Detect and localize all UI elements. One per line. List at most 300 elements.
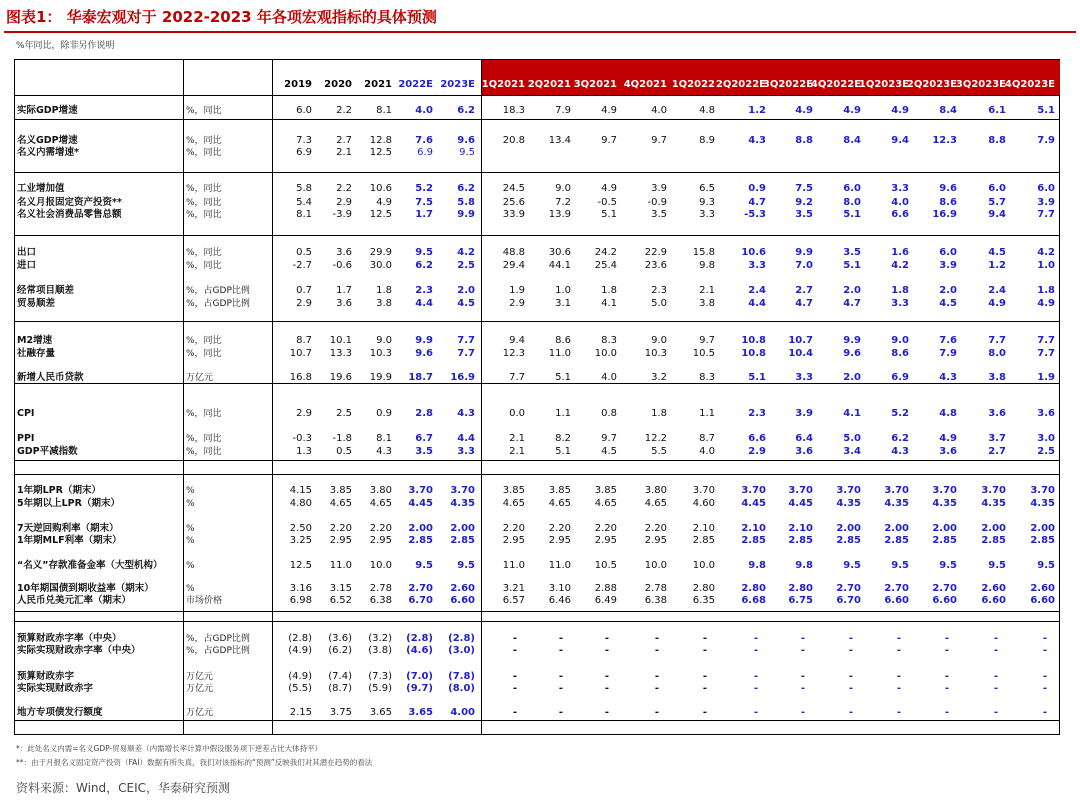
quarter-value: 4.35	[1030, 498, 1055, 509]
annual-value: 2.5	[457, 260, 475, 271]
quarter-value: 12.3	[932, 135, 957, 146]
annual-value: 8.1	[376, 105, 392, 116]
quarter-value: -	[604, 671, 609, 682]
annual-value: 2.9	[296, 298, 312, 309]
quarter-value: 6.60	[884, 595, 909, 606]
quarter-value: 3.0	[1037, 433, 1055, 444]
annual-value: 2.5	[336, 408, 352, 419]
row-label: 5年期以上LPR（期末）	[17, 498, 120, 509]
quarter-value: 3.2	[651, 372, 667, 383]
quarter-value: 7.6	[939, 335, 957, 346]
annual-value: 4.4	[415, 298, 433, 309]
quarter-value: 4.9	[891, 105, 909, 116]
annual-value: 9.6	[457, 135, 475, 146]
quarter-value: 9.0	[651, 335, 667, 346]
quarter-value: 25.4	[594, 260, 617, 271]
quarter-header-4Q2022E: 4Q2022E	[810, 79, 861, 90]
annual-value: 2.95	[369, 535, 392, 546]
annual-value: 4.45	[408, 498, 433, 509]
quarter-value: 10.8	[741, 348, 766, 359]
quarter-header-3Q2021: 3Q2021	[573, 79, 617, 90]
quarter-value: 6.57	[502, 595, 525, 606]
quarter-value: 4.3	[939, 372, 957, 383]
annual-value: (2.8)	[448, 633, 475, 644]
annual-value: 3.15	[329, 583, 352, 594]
quarter-value: 1.8	[601, 285, 617, 296]
quarter-value: 2.20	[548, 523, 571, 534]
quarter-value: 9.7	[601, 135, 617, 146]
quarter-value: 9.8	[795, 560, 813, 571]
quarter-value: 5.5	[651, 446, 667, 457]
annual-value: 8.1	[296, 209, 312, 220]
annual-value: 10.0	[369, 560, 392, 571]
annual-value: (3.0)	[448, 645, 475, 656]
annual-value: 1.3	[296, 446, 312, 457]
annual-value: 6.7	[415, 433, 433, 444]
quarter-value: -	[702, 671, 707, 682]
quarter-value: 33.9	[502, 209, 525, 220]
quarter-value: -	[800, 683, 805, 694]
annual-value: 3.6	[336, 247, 352, 258]
row-unit: %，占GDP比例	[186, 286, 250, 296]
quarter-value: 10.7	[788, 335, 813, 346]
quarter-value: 9.8	[748, 560, 766, 571]
column-rule	[481, 60, 482, 735]
quarter-value: 9.7	[601, 433, 617, 444]
annual-value: 9.0	[376, 335, 392, 346]
quarter-value: 7.5	[795, 183, 813, 194]
quarter-value: 12.3	[502, 348, 525, 359]
quarter-value: -	[702, 633, 707, 644]
annual-value: 5.2	[415, 183, 433, 194]
quarter-value: 2.88	[594, 583, 617, 594]
annual-value: 19.6	[329, 372, 352, 383]
row-unit: %，同比	[186, 210, 222, 220]
quarter-value: -	[944, 683, 949, 694]
quarter-value: 6.75	[788, 595, 813, 606]
row-unit: %	[186, 499, 195, 509]
quarter-value: 2.60	[1030, 583, 1055, 594]
quarter-value: 4.9	[939, 433, 957, 444]
quarter-value: 2.9	[509, 298, 525, 309]
row-label: 实际实现财政赤字率（中央）	[17, 645, 141, 656]
annual-value: 2.15	[289, 707, 312, 718]
quarter-value: 10.5	[692, 348, 715, 359]
row-label: 预算财政赤字	[17, 671, 75, 682]
quarter-value: 5.1	[748, 372, 766, 383]
quarter-value: -	[702, 683, 707, 694]
quarter-value: -	[512, 645, 517, 656]
quarter-value: 3.80	[644, 485, 667, 496]
quarter-value: -	[993, 707, 998, 718]
annual-value: 2.00	[450, 523, 475, 534]
annual-value: 2.9	[296, 408, 312, 419]
quarter-value: -	[753, 645, 758, 656]
table-rule	[15, 720, 1059, 721]
row-unit: %，同比	[186, 336, 222, 346]
quarter-value: 6.68	[741, 595, 766, 606]
quarter-value: 3.70	[884, 485, 909, 496]
annual-value: 0.5	[336, 446, 352, 457]
quarter-value: 2.95	[594, 535, 617, 546]
annual-value: 2.95	[329, 535, 352, 546]
quarter-value: 3.7	[988, 433, 1006, 444]
row-unit: 万亿元	[186, 672, 214, 682]
row-label: 实际实现财政赤字	[17, 683, 94, 694]
forecast-table	[14, 59, 1060, 735]
annual-value: 6.2	[457, 183, 475, 194]
quarter-value: 48.8	[502, 247, 525, 258]
table-rule	[15, 621, 1059, 622]
annual-value: 3.25	[289, 535, 312, 546]
row-label: M2增速	[17, 335, 53, 346]
annual-value: 10.3	[369, 348, 392, 359]
quarter-header-2Q2022E: 2Q2022E	[715, 79, 766, 90]
quarter-value: 10.6	[741, 247, 766, 258]
title-divider	[4, 31, 1076, 33]
row-unit: 万亿元	[186, 708, 214, 718]
quarter-value: 2.78	[644, 583, 667, 594]
row-unit: %	[186, 486, 195, 496]
quarter-value: 9.5	[891, 560, 909, 571]
quarter-value: 9.8	[699, 260, 715, 271]
row-label: 人民币兑美元汇率（期末）	[17, 595, 132, 606]
annual-value: 6.9	[417, 147, 433, 158]
annual-value: 4.5	[457, 298, 475, 309]
annual-value: 16.9	[450, 372, 475, 383]
annual-value: 9.9	[457, 209, 475, 220]
quarter-value: 8.9	[699, 135, 715, 146]
row-unit: %，占GDP比例	[186, 646, 250, 656]
footnote-1: *：此处名义内需=名义GDP-贸易顺差（内需增长率计算中假设服务项下逆差占比大体持平）	[16, 744, 323, 753]
annual-value: 9.5	[457, 560, 475, 571]
quarter-value: 9.4	[891, 135, 909, 146]
annual-value: 6.2	[415, 260, 433, 271]
annual-value: (8.7)	[328, 683, 352, 694]
quarter-value: 3.9	[939, 260, 957, 271]
quarter-value: 3.9	[651, 183, 667, 194]
annual-value: 5.4	[296, 197, 312, 208]
annual-value: 11.0	[329, 560, 352, 571]
annual-value: 12.5	[369, 209, 392, 220]
quarter-value: 2.95	[644, 535, 667, 546]
quarter-value: 7.0	[795, 260, 813, 271]
quarter-value: -0.9	[647, 197, 667, 208]
annual-value: 3.3	[457, 446, 475, 457]
quarter-value: 0.8	[601, 408, 617, 419]
quarter-value: 2.7	[988, 446, 1006, 457]
row-label: GDP平减指数	[17, 446, 78, 457]
quarter-value: -	[848, 683, 853, 694]
quarter-value: 4.9	[988, 298, 1006, 309]
row-unit: %，同比	[186, 409, 222, 419]
quarter-value: 2.1	[509, 433, 525, 444]
row-label: 工业增加值	[17, 183, 65, 194]
quarter-value: 4.8	[699, 105, 715, 116]
annual-value: 2.9	[336, 197, 352, 208]
quarter-value: -	[896, 645, 901, 656]
quarter-value: 2.70	[836, 583, 861, 594]
quarter-value: 3.3	[748, 260, 766, 271]
quarter-value: 8.4	[843, 135, 861, 146]
annual-value: 2.60	[450, 583, 475, 594]
quarter-value: 2.0	[843, 372, 861, 383]
quarter-value: 4.9	[1037, 298, 1055, 309]
quarter-value: 4.65	[548, 498, 571, 509]
row-label: 进口	[17, 260, 37, 271]
annual-value: 4.65	[329, 498, 352, 509]
annual-value: 5.8	[457, 197, 475, 208]
quarter-value: 4.7	[795, 298, 813, 309]
annual-value: 4.35	[450, 498, 475, 509]
annual-value: 4.0	[415, 105, 433, 116]
quarter-value: 4.9	[601, 183, 617, 194]
quarter-value: 44.1	[548, 260, 571, 271]
quarter-value: 2.4	[988, 285, 1006, 296]
quarter-value: 2.9	[748, 446, 766, 457]
annual-value: 7.5	[415, 197, 433, 208]
quarter-value: 9.9	[795, 247, 813, 258]
annual-value: 8.7	[296, 335, 312, 346]
quarter-value: 0.9	[748, 183, 766, 194]
quarter-value: -	[993, 683, 998, 694]
quarter-value: 1.0	[555, 285, 571, 296]
quarter-value: -	[944, 645, 949, 656]
quarter-value: 2.1	[699, 285, 715, 296]
quarter-value: 8.6	[939, 197, 957, 208]
quarter-value: 3.5	[795, 209, 813, 220]
quarter-value: 3.8	[699, 298, 715, 309]
table-rule	[15, 460, 1059, 461]
quarter-value: 2.85	[788, 535, 813, 546]
quarter-value: 1.8	[891, 285, 909, 296]
row-unit: %，占GDP比例	[186, 299, 250, 309]
quarter-value: 4.5	[601, 446, 617, 457]
annual-value: 16.8	[289, 372, 312, 383]
quarter-value: -	[753, 671, 758, 682]
source-note: 资料来源：Wind，CEIC，华泰研究预测	[16, 781, 231, 795]
quarter-value: 8.3	[699, 372, 715, 383]
annual-value: -0.6	[332, 260, 352, 271]
quarter-value: 3.70	[741, 485, 766, 496]
quarter-value: 4.9	[795, 105, 813, 116]
quarter-value: 30.6	[548, 247, 571, 258]
quarter-value: 2.95	[502, 535, 525, 546]
quarter-value: -5.3	[744, 209, 766, 220]
quarter-value: 8.3	[601, 335, 617, 346]
quarter-value: 4.1	[601, 298, 617, 309]
row-label: 10年期国债到期收益率（期末）	[17, 583, 154, 594]
annual-value: 6.38	[369, 595, 392, 606]
quarter-header-2Q2021: 2Q2021	[527, 79, 571, 90]
quarter-value: 4.7	[748, 197, 766, 208]
quarter-value: -	[753, 707, 758, 718]
quarter-value: 9.4	[988, 209, 1006, 220]
annual-value: 8.1	[376, 433, 392, 444]
row-label: 贸易顺差	[17, 298, 56, 309]
quarter-value: -	[604, 633, 609, 644]
annual-value: 9.5	[415, 560, 433, 571]
annual-value: 3.70	[450, 485, 475, 496]
quarter-value: -	[654, 707, 659, 718]
quarter-value: 2.85	[932, 535, 957, 546]
quarter-value: 3.21	[502, 583, 525, 594]
annual-value: (7.3)	[368, 671, 392, 682]
quarter-value: 2.95	[548, 535, 571, 546]
quarter-value: -	[896, 671, 901, 682]
quarter-value: 6.0	[939, 247, 957, 258]
row-unit: %，同比	[186, 198, 222, 208]
quarter-value: 4.35	[981, 498, 1006, 509]
row-unit: %，同比	[186, 106, 222, 116]
annual-value: (3.2)	[368, 633, 392, 644]
quarter-value: 4.65	[644, 498, 667, 509]
quarter-value: 2.1	[509, 446, 525, 457]
row-label: 地方专项债发行额度	[17, 707, 103, 718]
quarter-value: 3.85	[548, 485, 571, 496]
quarter-value: 24.5	[502, 183, 525, 194]
annual-value: (7.8)	[448, 671, 475, 682]
table-rule	[15, 321, 1059, 322]
quarter-value: 8.6	[891, 348, 909, 359]
annual-value: 1.7	[336, 285, 352, 296]
quarter-value: 8.2	[555, 433, 571, 444]
quarter-value: -	[512, 633, 517, 644]
quarter-value: 8.6	[555, 335, 571, 346]
annual-value: 4.80	[289, 498, 312, 509]
row-label: CPI	[17, 408, 35, 419]
quarter-value: -	[896, 683, 901, 694]
annual-value: 10.6	[369, 183, 392, 194]
quarter-value: 9.0	[555, 183, 571, 194]
quarter-value: 6.6	[891, 209, 909, 220]
quarter-value: 4.65	[502, 498, 525, 509]
quarter-value: 2.20	[502, 523, 525, 534]
annual-value: 10.1	[329, 335, 352, 346]
annual-value: 2.1	[336, 147, 352, 158]
annual-value: 9.5	[459, 147, 475, 158]
annual-value: 0.5	[296, 247, 312, 258]
quarter-value: 3.9	[795, 408, 813, 419]
annual-value: (7.4)	[328, 671, 352, 682]
quarter-value: 4.2	[1037, 247, 1055, 258]
quarter-value: 4.35	[884, 498, 909, 509]
annual-value: 3.5	[415, 446, 433, 457]
quarter-value: 1.9	[509, 285, 525, 296]
annual-value: -1.8	[332, 433, 352, 444]
quarter-value: 2.80	[692, 583, 715, 594]
annual-value: 6.0	[296, 105, 312, 116]
quarter-value: 18.3	[502, 105, 525, 116]
annual-header-2021: 2021	[364, 79, 392, 90]
quarter-value: 6.0	[843, 183, 861, 194]
annual-value: 29.9	[369, 247, 392, 258]
quarter-value: 4.0	[601, 372, 617, 383]
quarter-value: 6.1	[988, 105, 1006, 116]
quarter-value: 6.38	[644, 595, 667, 606]
quarter-value: 4.3	[748, 135, 766, 146]
quarter-value: 3.70	[932, 485, 957, 496]
quarter-value: -	[604, 707, 609, 718]
quarter-value: 3.1	[555, 298, 571, 309]
annual-value: 4.15	[289, 485, 312, 496]
quarter-value: 6.0	[988, 183, 1006, 194]
quarter-value: 4.1	[843, 408, 861, 419]
quarter-value: 3.6	[795, 446, 813, 457]
row-label: 经常项目顺差	[17, 285, 75, 296]
quarter-value: 3.9	[1037, 197, 1055, 208]
quarter-header-1Q2021: 1Q2021	[481, 79, 525, 90]
row-label: 出口	[17, 247, 37, 258]
quarter-value: 6.0	[1037, 183, 1055, 194]
quarter-value: 2.3	[748, 408, 766, 419]
row-label: 实际GDP增速	[17, 105, 78, 116]
quarter-value: 10.8	[741, 335, 766, 346]
annual-value: (2.8)	[406, 633, 433, 644]
quarter-value: 6.2	[891, 433, 909, 444]
quarter-value: 1.6	[891, 247, 909, 258]
annual-value: 7.3	[296, 135, 312, 146]
quarter-value: 9.5	[939, 560, 957, 571]
quarter-value: 10.4	[788, 348, 813, 359]
annual-value: 7.7	[457, 335, 475, 346]
quarter-value: 7.7	[509, 372, 525, 383]
annual-value: (7.0)	[406, 671, 433, 682]
quarter-value: 6.60	[1030, 595, 1055, 606]
row-unit: %，同比	[186, 148, 222, 158]
row-unit: %，同比	[186, 261, 222, 271]
quarter-value: 3.6	[1037, 408, 1055, 419]
quarter-value: 2.85	[981, 535, 1006, 546]
annual-value: 4.3	[457, 408, 475, 419]
quarter-value: 3.70	[692, 485, 715, 496]
annual-value: 2.85	[408, 535, 433, 546]
annual-value: 18.7	[408, 372, 433, 383]
annual-value: (4.9)	[288, 671, 312, 682]
quarter-value: 7.9	[555, 105, 571, 116]
quarter-value: 9.0	[891, 335, 909, 346]
quarter-value: 5.1	[843, 209, 861, 220]
annual-value: (9.7)	[406, 683, 433, 694]
table-rule	[15, 611, 1059, 612]
table-rule	[15, 474, 1059, 475]
annual-value: 2.50	[289, 523, 312, 534]
quarter-value: 4.0	[699, 446, 715, 457]
quarter-value: 7.7	[1037, 335, 1055, 346]
quarter-value: -	[1042, 707, 1047, 718]
quarter-value: 2.80	[788, 583, 813, 594]
quarter-value: 9.6	[939, 183, 957, 194]
table-rule	[15, 95, 1059, 96]
quarter-value: -	[654, 633, 659, 644]
quarter-value: 2.70	[884, 583, 909, 594]
table-rule	[15, 172, 1059, 173]
annual-value: 2.20	[369, 523, 392, 534]
row-label: PPI	[17, 433, 35, 444]
annual-header-2023E: 2023E	[440, 79, 475, 90]
quarter-value: -	[604, 683, 609, 694]
quarter-value: -	[848, 633, 853, 644]
annual-value: 3.65	[369, 707, 392, 718]
quarter-value: -	[654, 645, 659, 656]
quarter-value: 9.6	[843, 348, 861, 359]
annual-value: 10.7	[289, 348, 312, 359]
quarter-header-3Q2022E: 3Q2022E	[762, 79, 813, 90]
quarter-value: -	[1042, 645, 1047, 656]
row-label: 1年期MLF利率（期末）	[17, 535, 122, 546]
quarter-value: 9.7	[651, 135, 667, 146]
quarter-value: 3.5	[651, 209, 667, 220]
